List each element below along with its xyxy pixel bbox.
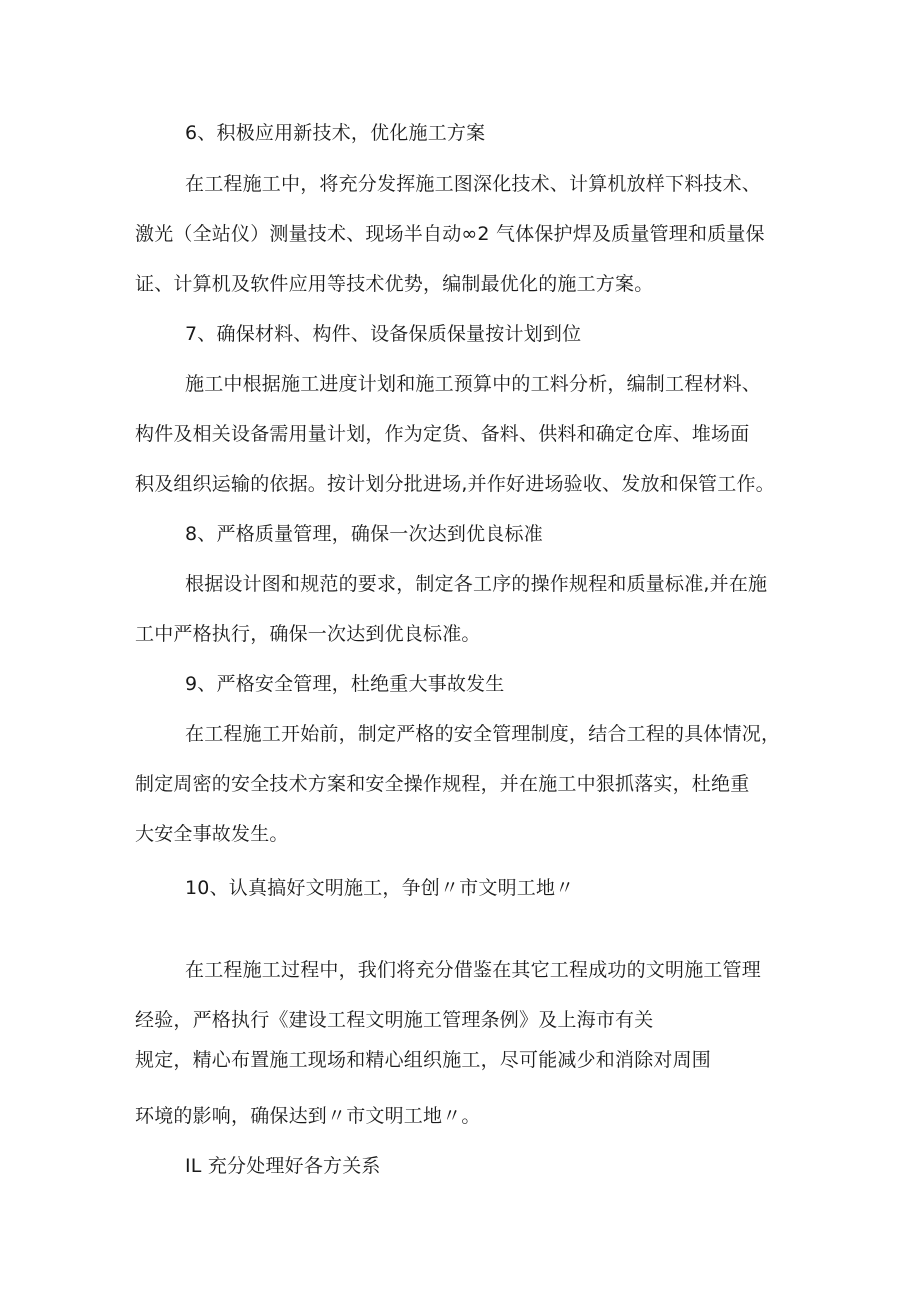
- heading-8: 8、严格质量管理，确保一次达到优良标准: [185, 523, 543, 545]
- heading-6: 6、积极应用新技术，优化施工方案: [185, 122, 486, 144]
- paragraph-line: 制定周密的安全技术方案和安全操作规程，并在施工中狠抓落实，杜绝重: [135, 773, 750, 795]
- paragraph-line: 规定，精心布置施工现场和精心组织施工，尽可能减少和消除对周围: [135, 1049, 712, 1071]
- paragraph-line: 工中严格执行，确保一次达到优良标准。: [135, 623, 481, 645]
- heading-11: IL 充分处理好各方关系: [185, 1155, 381, 1177]
- heading-10: 10、认真搞好文明施工，争创〃市文明工地〃: [185, 877, 575, 899]
- paragraph-line: 大安全事故发生。: [135, 823, 289, 845]
- paragraph-line: 激光（全站仪）测量技术、现场半自动∞2 气体保护焊及质量管理和质量保: [135, 223, 765, 245]
- heading-9: 9、严格安全管理，杜绝重大事故发生: [185, 673, 505, 695]
- paragraph-line: 根据设计图和规范的要求，制定各工序的操作规程和质量标准,并在施: [185, 573, 768, 595]
- paragraph-line: 经验，严格执行《建设工程文明施工管理条例》及上海市有关: [135, 1009, 654, 1031]
- paragraph-line: 施工中根据施工进度计划和施工预算中的工料分析，编制工程材料、: [185, 373, 762, 395]
- paragraph-line: 积及组织运输的依据。按计划分批进场,并作好进场验收、发放和保管工作。: [135, 473, 775, 495]
- paragraph-line: 证、计算机及软件应用等技术优势，编制最优化的施工方案。: [135, 273, 654, 295]
- heading-7: 7、确保材料、构件、设备保质保量按计划到位: [185, 323, 582, 345]
- paragraph-line: 构件及相关设备需用量计划，作为定货、备料、供料和确定仓库、堆场面: [135, 423, 750, 445]
- paragraph-line: 在工程施工过程中，我们将充分借鉴在其它工程成功的文明施工管理: [185, 959, 762, 981]
- paragraph-line: 环境的影响，确保达到〃市文明工地〃。: [135, 1105, 481, 1127]
- paragraph-line: 在工程施工中，将充分发挥施工图深化技术、计算机放样下料技术、: [185, 173, 762, 195]
- paragraph-line: 在工程施工开始前，制定严格的安全管理制度，结合工程的具体情况，: [185, 723, 781, 745]
